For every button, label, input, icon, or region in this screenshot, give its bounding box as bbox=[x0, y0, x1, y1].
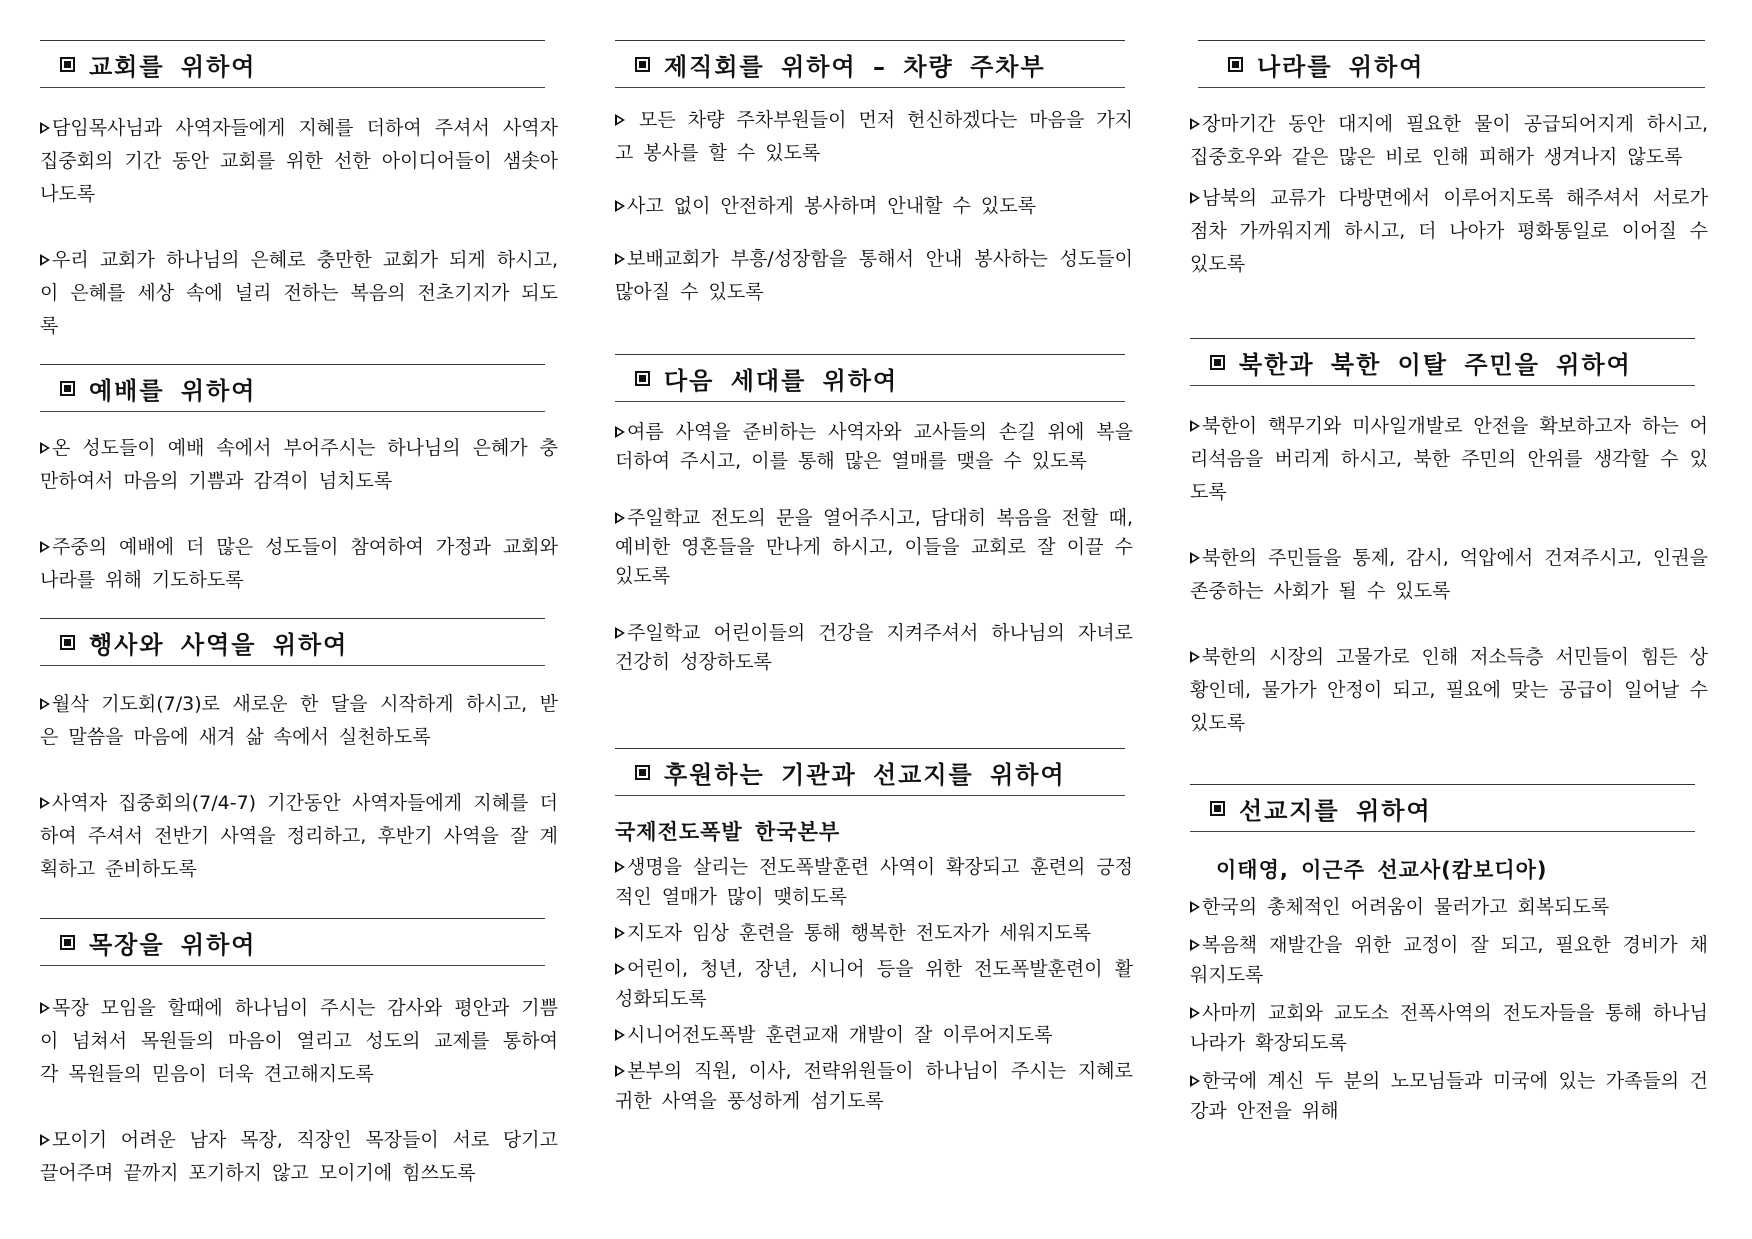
triangle-bullet-icon bbox=[615, 114, 625, 126]
triangle-bullet-icon bbox=[1190, 552, 1200, 564]
section-title: 후원하는 기관과 선교지를 위하여 bbox=[664, 760, 1066, 789]
square-bullet-icon bbox=[60, 935, 75, 950]
section-deacons-parking bbox=[615, 40, 1133, 309]
section-north-korea bbox=[1190, 338, 1708, 740]
triangle-bullet-icon bbox=[1190, 651, 1200, 663]
section-header bbox=[40, 364, 545, 412]
triangle-bullet-icon bbox=[615, 1065, 625, 1077]
section-header bbox=[1190, 784, 1695, 832]
triangle-bullet-icon bbox=[40, 698, 50, 710]
triangle-bullet-icon bbox=[40, 797, 50, 809]
prayer-item: 사고 없이 안전하게 봉사하며 안내할 수 있도록 bbox=[615, 190, 1133, 223]
section-header bbox=[1198, 40, 1705, 88]
section-header bbox=[1190, 338, 1695, 386]
triangle-bullet-icon bbox=[1190, 118, 1200, 130]
section-title: 제직회를 위하여 – 차량 주차부 bbox=[664, 52, 1046, 81]
section-header bbox=[40, 918, 545, 966]
triangle-bullet-icon bbox=[615, 200, 625, 212]
section-title: 행사와 사역을 위하여 bbox=[89, 630, 349, 659]
section-supported-ministries bbox=[615, 748, 1133, 1116]
prayer-item: 북한이 핵무기와 미사일개발로 안전을 확보하고자 하는 어리석음을 버리게 하시고, 북한 주민의 안위를 생각할 수 있도록 bbox=[1190, 415, 1708, 503]
prayer-item: 여름 사역을 준비하는 사역자와 교사들의 손길 위에 복을 더하여 주시고, 이를 통해 많은 열매를 맺을 수 있도록 bbox=[615, 421, 1133, 472]
section-worship bbox=[40, 364, 558, 597]
triangle-bullet-icon bbox=[615, 512, 625, 524]
section-title: 교회를 위하여 bbox=[89, 52, 257, 81]
section-header bbox=[615, 40, 1125, 88]
section-title: 예배를 위하여 bbox=[89, 376, 257, 405]
triangle-bullet-icon bbox=[615, 426, 625, 438]
missionary-subheading: 이태영, 이근주 선교사(캄보디아) bbox=[1216, 858, 1548, 882]
prayer-item: 목장 모임을 할때에 하나님이 주시는 감사와 평안과 기쁨이 넘쳐서 목원들의 마음이 열리고 성도의 교제를 통하여 각 목원들의 믿음이 더욱 견고해지도록 bbox=[40, 997, 558, 1085]
prayer-item: 복음책 재발간을 위한 교정이 잘 되고, 필요한 경비가 채워지도록 bbox=[1190, 934, 1708, 986]
triangle-bullet-icon bbox=[40, 1134, 50, 1146]
triangle-bullet-icon bbox=[1190, 192, 1200, 204]
prayer-item: 본부의 직원, 이사, 전략위원들이 하나님이 주시는 지혜로 귀한 사역을 풍성하게 섬기도록 bbox=[615, 1060, 1133, 1112]
section-title: 다음 세대를 위하여 bbox=[664, 366, 899, 395]
section-title: 목장을 위하여 bbox=[89, 930, 257, 959]
square-bullet-icon bbox=[1210, 801, 1225, 816]
section-header bbox=[40, 618, 545, 666]
triangle-bullet-icon bbox=[40, 122, 50, 134]
prayer-item: 우리 교회가 하나님의 은혜로 충만한 교회가 되게 하시고, 이 은혜를 세상 속에 널리 전하는 복음의 전초기지가 되도록 bbox=[40, 249, 558, 337]
triangle-bullet-icon bbox=[615, 1029, 625, 1041]
triangle-bullet-icon bbox=[615, 253, 625, 265]
section-title: 북한과 북한 이탈 주민을 위하여 bbox=[1239, 350, 1632, 379]
prayer-item: 주일학교 어린이들의 건강을 지켜주셔서 하나님의 자녀로 건강히 성장하도록 bbox=[615, 622, 1133, 673]
triangle-bullet-icon bbox=[1190, 420, 1200, 432]
section-next-generation bbox=[615, 354, 1133, 677]
section-events bbox=[40, 618, 558, 886]
square-bullet-icon bbox=[1210, 355, 1225, 370]
prayer-item: 북한의 주민들을 통제, 감시, 억압에서 건져주시고, 인권을 존중하는 사회가 될 수 있도록 bbox=[1190, 547, 1708, 602]
prayer-item: 한국의 총체적인 어려움이 물러가고 회복되도록 bbox=[1190, 892, 1708, 922]
section-nation bbox=[1190, 40, 1708, 281]
section-title: 선교지를 위하여 bbox=[1239, 796, 1432, 825]
prayer-item: 보배교회가 부흥/성장함을 통해서 안내 봉사하는 성도들이 많아질 수 있도록 bbox=[615, 248, 1133, 303]
prayer-item: 담임목사님과 사역자들에게 지혜를 더하여 주셔서 사역자 집중회의 기간 동안 교회를 위한 선한 아이디어들이 샘솟아 나도록 bbox=[40, 117, 558, 205]
prayer-item: 한국에 계신 두 분의 노모님들과 미국에 있는 가족들의 건강과 안전을 위해 bbox=[1190, 1070, 1708, 1122]
prayer-item: 사마끼 교회와 교도소 전폭사역의 전도자들을 통해 하나님 나라가 확장되도록 bbox=[1190, 1002, 1708, 1054]
prayer-item: 지도자 임상 훈련을 통해 행복한 전도자가 세워지도록 bbox=[615, 918, 1133, 948]
square-bullet-icon bbox=[635, 57, 650, 72]
triangle-bullet-icon bbox=[615, 963, 625, 975]
square-bullet-icon bbox=[1228, 57, 1243, 72]
prayer-item: 남북의 교류가 다방면에서 이루어지도록 해주셔서 서로가 점차 가까워지게 하시고, 더 나아가 평화통일로 이어질 수 있도록 bbox=[1190, 187, 1708, 275]
triangle-bullet-icon bbox=[615, 861, 625, 873]
triangle-bullet-icon bbox=[615, 627, 625, 639]
triangle-bullet-icon bbox=[40, 1002, 50, 1014]
prayer-item: 온 성도들이 예배 속에서 부어주시는 하나님의 은혜가 충만하여서 마음의 기쁨과 감격이 넘치도록 bbox=[40, 437, 558, 492]
triangle-bullet-icon bbox=[40, 254, 50, 266]
section-header bbox=[40, 40, 545, 88]
triangle-bullet-icon bbox=[1190, 1075, 1200, 1087]
prayer-item: 어린이, 청년, 장년, 시니어 등을 위한 전도폭발훈련이 활성화되도록 bbox=[615, 958, 1133, 1010]
square-bullet-icon bbox=[635, 765, 650, 780]
organization-subheading: 국제전도폭발 한국본부 bbox=[615, 820, 841, 844]
square-bullet-icon bbox=[60, 57, 75, 72]
prayer-item: 장마기간 동안 대지에 필요한 물이 공급되어지게 하시고, 집중호우와 같은 많은 비로 인해 피해가 생겨나지 않도록 bbox=[1190, 113, 1708, 168]
triangle-bullet-icon bbox=[615, 927, 625, 939]
section-header bbox=[615, 354, 1125, 402]
section-cell-groups bbox=[40, 918, 558, 1190]
triangle-bullet-icon bbox=[1190, 901, 1200, 913]
section-mission-field bbox=[1190, 784, 1708, 1126]
prayer-item: 시니어전도폭발 훈련교재 개발이 잘 이루어지도록 bbox=[615, 1020, 1133, 1050]
section-header bbox=[615, 748, 1125, 796]
prayer-item: 생명을 살리는 전도폭발훈련 사역이 확장되고 훈련의 긍정적인 열매가 많이 맺히도록 bbox=[615, 856, 1133, 908]
prayer-item: 주일학교 전도의 문을 열어주시고, 담대히 복음을 전할 때, 예비한 영혼들을 만나게 하시고, 이들을 교회로 잘 이끌 수 있도록 bbox=[615, 507, 1133, 587]
triangle-bullet-icon bbox=[1190, 1007, 1200, 1019]
square-bullet-icon bbox=[60, 381, 75, 396]
square-bullet-icon bbox=[635, 371, 650, 386]
prayer-item: 북한의 시장의 고물가로 인해 저소득층 서민들이 힘든 상황인데, 물가가 안정이 되고, 필요에 맞는 공급이 일어날 수 있도록 bbox=[1190, 646, 1708, 734]
triangle-bullet-icon bbox=[1190, 939, 1200, 951]
triangle-bullet-icon bbox=[40, 541, 50, 553]
prayer-item: 주중의 예배에 더 많은 성도들이 참여하여 가정과 교회와 나라를 위해 기도하도록 bbox=[40, 536, 558, 591]
prayer-item: 모든 차량 주차부원들이 먼저 헌신하겠다는 마음을 가지고 봉사를 할 수 있도록 bbox=[615, 109, 1133, 164]
section-title: 나라를 위하여 bbox=[1257, 52, 1425, 81]
prayer-item: 월삭 기도회(7/3)로 새로운 한 달을 시작하게 하시고, 받은 말씀을 마음에 새겨 삶 속에서 실천하도록 bbox=[40, 693, 558, 748]
triangle-bullet-icon bbox=[40, 442, 50, 454]
section-church bbox=[40, 40, 558, 343]
prayer-item: 사역자 집중회의(7/4-7) 기간동안 사역자들에게 지혜를 더하여 주셔서 전반기 사역을 정리하고, 후반기 사역을 잘 계획하고 준비하도록 bbox=[40, 792, 558, 880]
square-bullet-icon bbox=[60, 635, 75, 650]
prayer-item: 모이기 어려운 남자 목장, 직장인 목장들이 서로 당기고 끌어주며 끝까지 포기하지 않고 모이기에 힘쓰도록 bbox=[40, 1129, 558, 1184]
